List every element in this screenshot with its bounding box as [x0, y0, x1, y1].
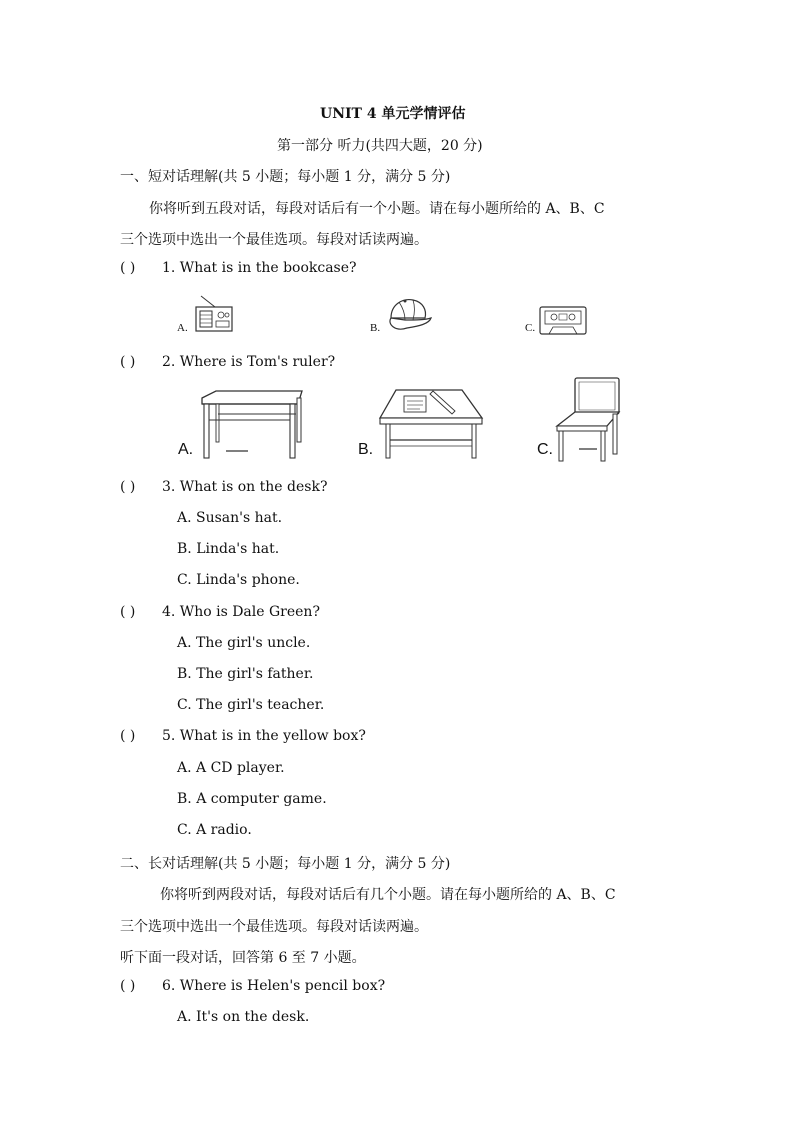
q6-option-a[interactable]: A. It's on the desk.: [177, 1009, 310, 1025]
q4-option-b[interactable]: B. The girl's father.: [177, 666, 314, 682]
q4-text: 4. Who is Dale Green?: [162, 604, 320, 620]
section1-instruction-line1: 你将听到五段对话，每段对话后有一个小题。请在每小题所给的 A、B、C: [149, 201, 605, 217]
part-heading: 第一部分 听力(共四大题，20 分): [277, 138, 483, 154]
q2-answer-blank[interactable]: ( ): [120, 354, 136, 370]
q6-answer-blank[interactable]: ( ): [120, 978, 136, 994]
q2-option-c-label: C.: [537, 441, 553, 458]
desk-ruler-on-picture: [378, 388, 488, 460]
q3-option-a[interactable]: A. Susan's hat.: [177, 510, 283, 526]
section1-heading: 一、短对话理解(共 5 小题；每小题 1 分，满分 5 分): [120, 169, 451, 185]
q3-option-c[interactable]: C. Linda's phone.: [177, 572, 300, 588]
q2-option-a-label: A.: [178, 441, 194, 458]
cap-picture: [385, 296, 435, 336]
q6-text: 6. Where is Helen's pencil box?: [162, 978, 386, 994]
q1-option-b-label: B.: [370, 322, 381, 334]
q5-text: 5. What is in the yellow box?: [162, 728, 366, 744]
q2-text: 2. Where is Tom's ruler?: [162, 354, 336, 370]
q3-option-b[interactable]: B. Linda's hat.: [177, 541, 280, 557]
q4-answer-blank[interactable]: ( ): [120, 604, 136, 620]
q1-option-c-label: C.: [525, 322, 536, 334]
section1-instruction-line2: 三个选项中选出一个最佳选项。每段对话读两遍。: [120, 232, 428, 248]
q5-option-c[interactable]: C. A radio.: [177, 822, 252, 838]
section2-heading: 二、长对话理解(共 5 小题；每小题 1 分，满分 5 分): [120, 856, 451, 872]
q1-option-a-label: A.: [177, 322, 188, 334]
q1-text: 1. What is in the bookcase?: [162, 260, 357, 276]
q3-answer-blank[interactable]: ( ): [120, 479, 136, 495]
q4-option-a[interactable]: A. The girl's uncle.: [177, 635, 311, 651]
q1-answer-blank[interactable]: ( ): [120, 260, 136, 276]
section2-instruction-line2: 三个选项中选出一个最佳选项。每段对话读两遍。: [120, 919, 428, 935]
section2-sub-instruction: 听下面一段对话，回答第 6 至 7 小题。: [120, 950, 366, 966]
cassette-picture: [539, 306, 589, 336]
q3-text: 3. What is on the desk?: [162, 479, 328, 495]
section2-instruction-line1: 你将听到两段对话，每段对话后有几个小题。请在每小题所给的 A、B、C: [160, 887, 616, 903]
page-title: UNIT 4 单元学情评估: [320, 106, 466, 122]
radio-picture: [195, 292, 235, 332]
table-ruler-under-picture: [198, 390, 308, 462]
q2-option-b-label: B.: [358, 441, 374, 458]
chair-ruler-under-picture: [555, 376, 625, 466]
q4-option-c[interactable]: C. The girl's teacher.: [177, 697, 325, 713]
q5-option-a[interactable]: A. A CD player.: [177, 760, 285, 776]
q5-answer-blank[interactable]: ( ): [120, 728, 136, 744]
q5-option-b[interactable]: B. A computer game.: [177, 791, 327, 807]
